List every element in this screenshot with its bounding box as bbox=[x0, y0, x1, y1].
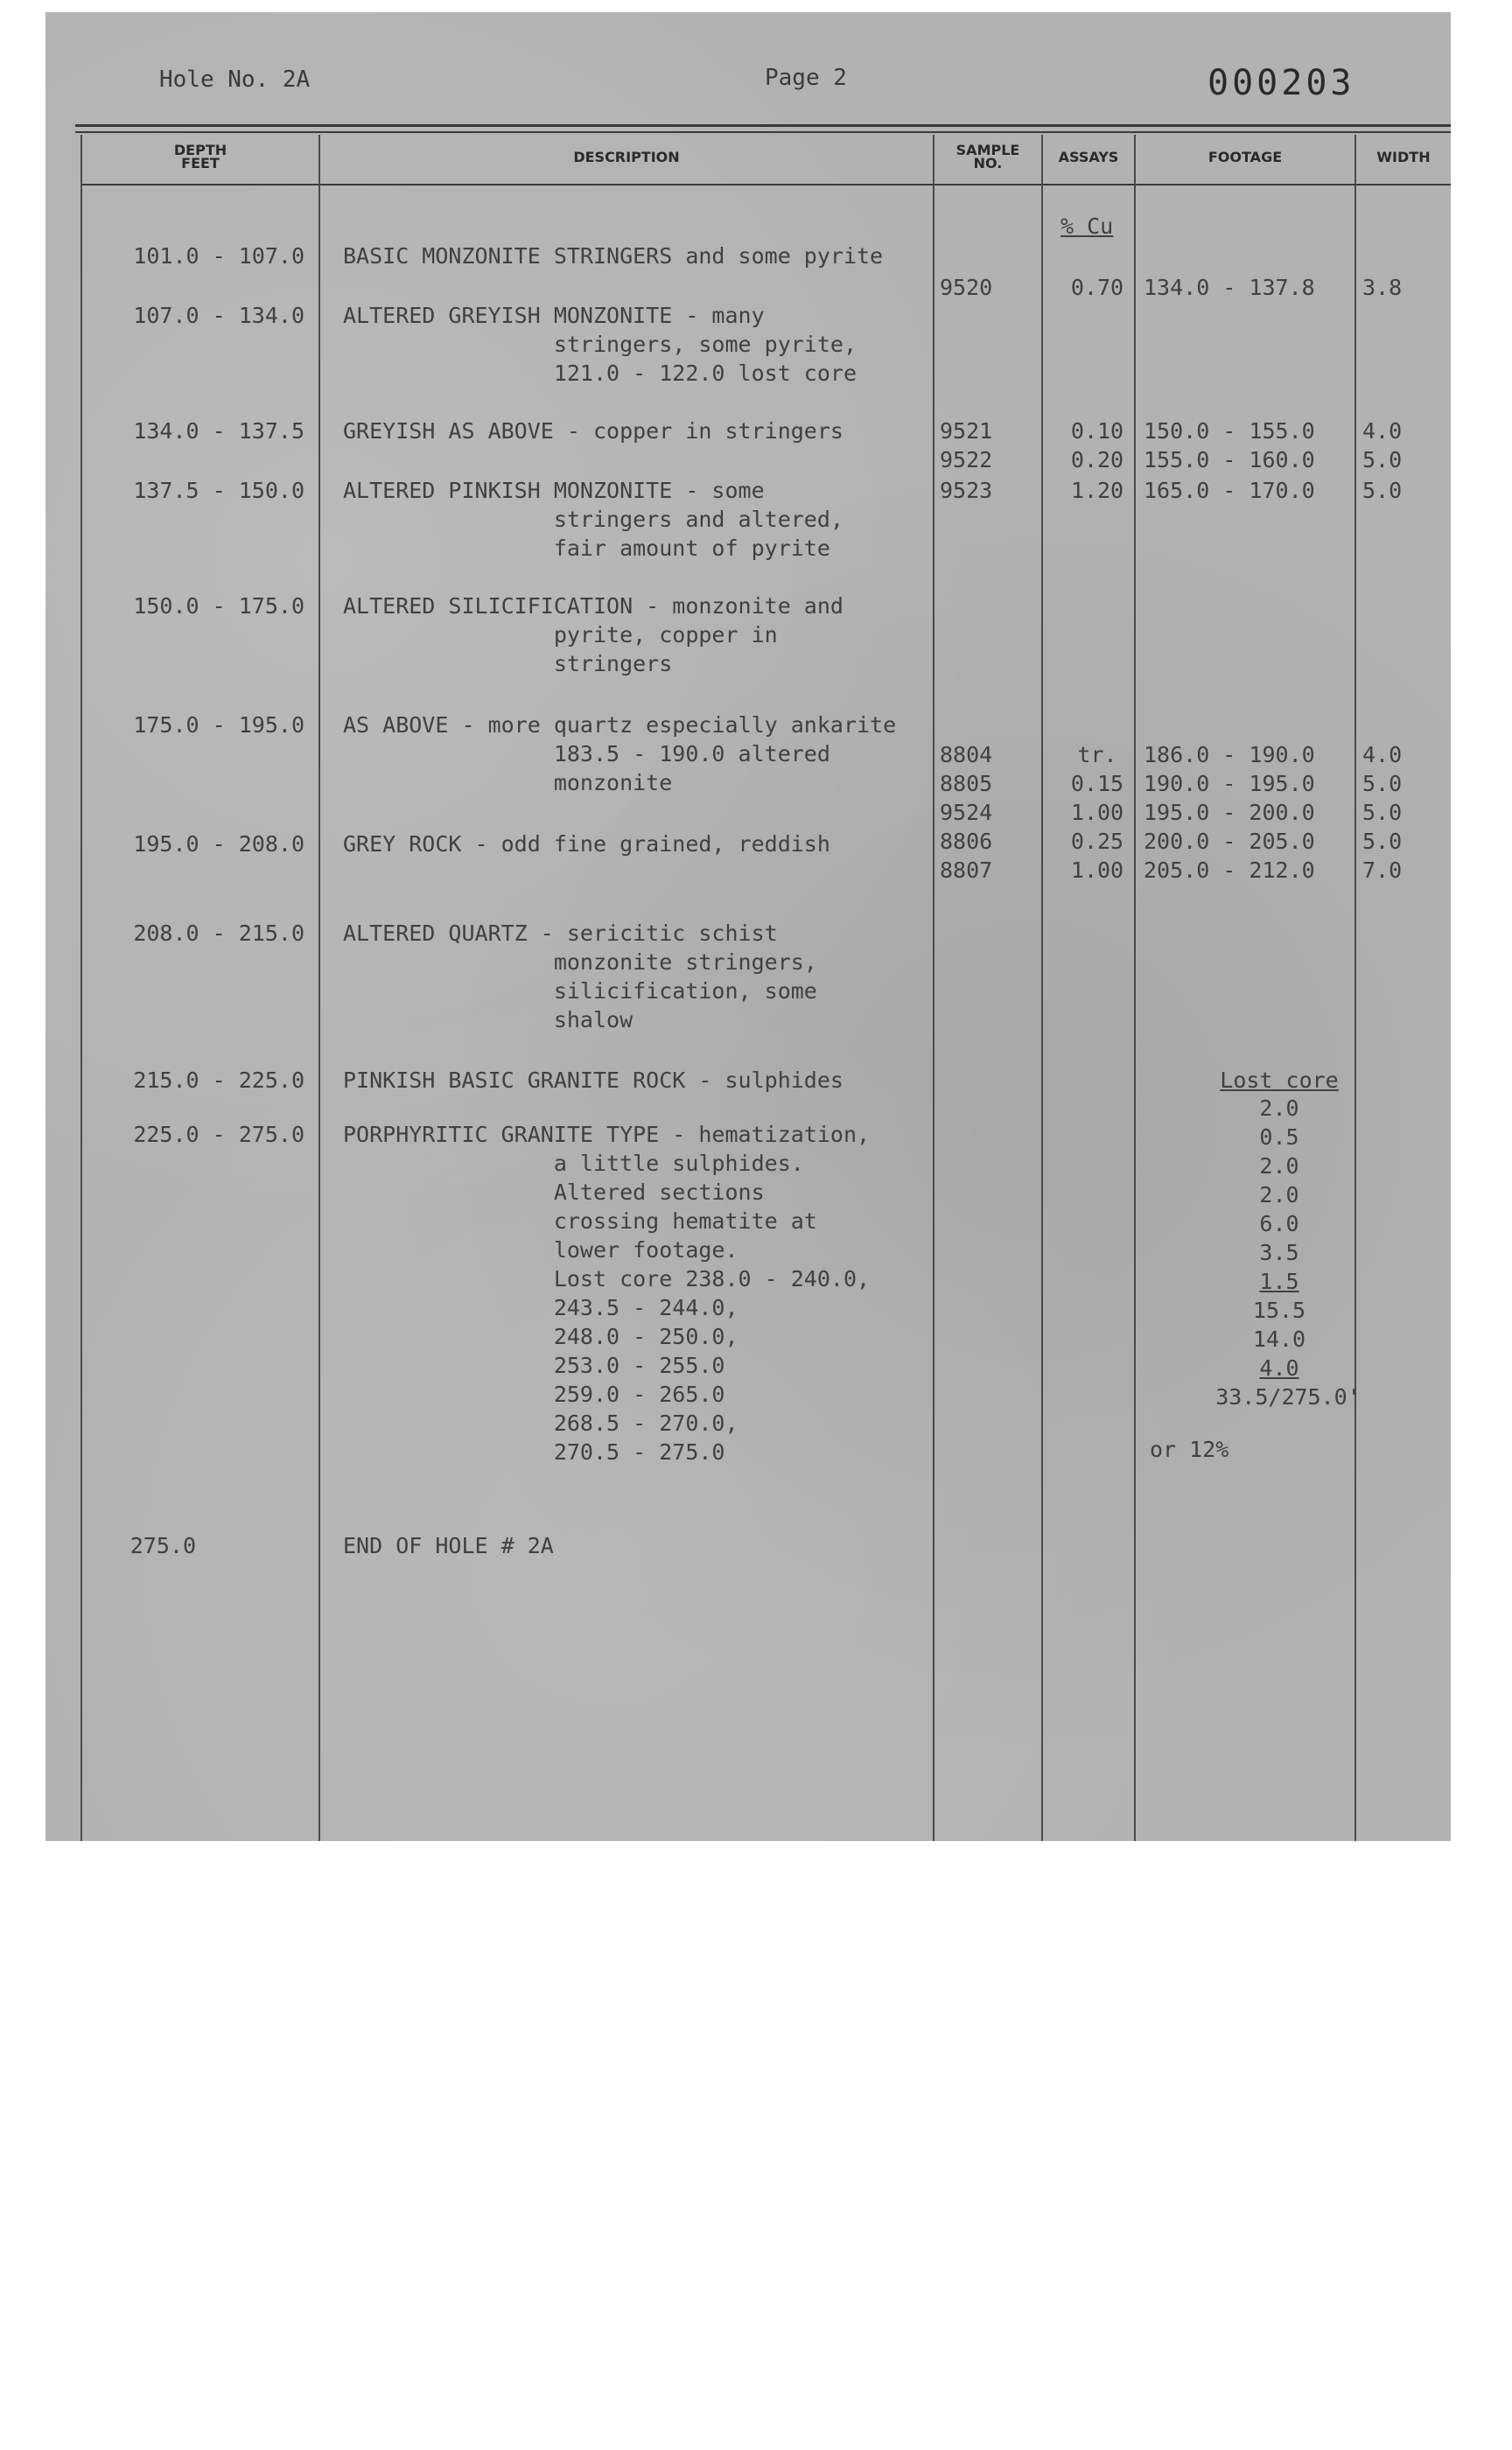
header-rule-top-2 bbox=[75, 131, 1451, 133]
lost-core-extra: 14.0 bbox=[1252, 1326, 1306, 1352]
column-rule-desc bbox=[933, 135, 934, 1841]
description-cell: ALTERED QUARTZ - sericitic schist monzonite stringers, silicification, some shalow bbox=[343, 920, 817, 1032]
footage-range: 190.0 - 195.0 bbox=[1144, 771, 1315, 796]
description-cell: AS ABOVE - more quartz especially ankarite 183.5 - 190.0 altered monzonite bbox=[343, 712, 897, 795]
width-value: 5.0 bbox=[1362, 829, 1403, 854]
document-number: 000203 bbox=[1208, 63, 1355, 103]
lost-core-total: 33.5/275.0' bbox=[1215, 1384, 1361, 1410]
column-header-width: WIDTH bbox=[1376, 149, 1431, 165]
depth-cell: 107.0 - 134.0 bbox=[133, 303, 304, 328]
lost-core-value: 6.0 bbox=[1259, 1211, 1299, 1236]
width-value: 5.0 bbox=[1362, 447, 1403, 472]
hole-number: Hole No. 2A bbox=[159, 66, 311, 93]
description-cell: ALTERED PINKISH MONZONITE - some stringers and altered, fair amount of pyrite bbox=[343, 478, 844, 561]
column-header-sample: SAMPLE NO. bbox=[956, 142, 1020, 172]
depth-cell: 275.0 bbox=[130, 1533, 196, 1558]
footage-range: 155.0 - 160.0 bbox=[1144, 447, 1315, 472]
lost-core-label: Lost core bbox=[1220, 1068, 1339, 1093]
depth-cell: 150.0 - 175.0 bbox=[133, 593, 304, 619]
assay-value: 0.70 bbox=[1070, 275, 1124, 300]
footage-range: 134.0 - 137.8 bbox=[1144, 275, 1315, 300]
column-rule-depth bbox=[318, 135, 320, 1841]
assay-value: 0.25 bbox=[1070, 829, 1124, 854]
sample-number: 9523 bbox=[940, 478, 993, 503]
sample-number: 8807 bbox=[940, 858, 993, 883]
assay-unit: % Cu bbox=[1060, 214, 1114, 239]
footage-range: 200.0 - 205.0 bbox=[1144, 829, 1315, 854]
assay-value: 0.20 bbox=[1070, 447, 1124, 472]
width-value: 4.0 bbox=[1362, 742, 1403, 767]
description-cell: GREYISH AS ABOVE - copper in stringers bbox=[343, 418, 844, 444]
column-header-depth: DEPTH FEET bbox=[173, 142, 228, 172]
width-value: 5.0 bbox=[1362, 771, 1403, 796]
footage-range: 150.0 - 155.0 bbox=[1144, 418, 1315, 444]
lost-core-value: 2.0 bbox=[1259, 1182, 1299, 1208]
column-rule-footage bbox=[1354, 135, 1356, 1841]
column-rule-sample bbox=[1041, 135, 1043, 1841]
width-value: 7.0 bbox=[1362, 858, 1403, 883]
sample-number: 8804 bbox=[940, 742, 993, 767]
page-number: Page 2 bbox=[765, 65, 847, 91]
description-cell: BASIC MONZONITE STRINGERS and some pyrite bbox=[343, 243, 884, 269]
footage-range: 195.0 - 200.0 bbox=[1144, 800, 1315, 825]
lost-core-value: 3.5 bbox=[1259, 1240, 1299, 1265]
width-value: 4.0 bbox=[1362, 418, 1403, 444]
column-rule-assay bbox=[1134, 135, 1136, 1841]
sample-number: 9520 bbox=[940, 275, 993, 300]
header-rule-bottom bbox=[80, 184, 1451, 186]
lost-core-value: 2.0 bbox=[1259, 1096, 1299, 1121]
description-cell: PINKISH BASIC GRANITE ROCK - sulphides bbox=[343, 1068, 844, 1093]
assay-value: tr. bbox=[1077, 742, 1117, 767]
lost-core-subtotal: 15.5 bbox=[1252, 1298, 1306, 1323]
column-header-assays: ASSAYS bbox=[1058, 149, 1119, 165]
depth-cell: 101.0 - 107.0 bbox=[133, 243, 304, 269]
description-cell: PORPHYRITIC GRANITE TYPE - hematization, a little sulphides. Altered sections crossing hematite at lower footage. Lost core 238.0 - 240.0, 243.5 - 244.0, 248.0 - 250.0, 253.0 - 255.0 259.0 - 265.0 268.5 - 270.0, 270.5 - 275.0 bbox=[343, 1122, 871, 1465]
assay-value: 1.00 bbox=[1070, 800, 1124, 825]
sample-number: 9521 bbox=[940, 418, 993, 444]
lost-core-value: 1.5 bbox=[1259, 1269, 1299, 1294]
footage-range: 205.0 - 212.0 bbox=[1144, 858, 1315, 883]
assay-value: 0.10 bbox=[1070, 418, 1124, 444]
lost-core-value: 0.5 bbox=[1259, 1124, 1299, 1150]
sample-number: 9522 bbox=[940, 447, 993, 472]
footage-range: 165.0 - 170.0 bbox=[1144, 478, 1315, 503]
description-cell: ALTERED GREYISH MONZONITE - many stringers, some pyrite, 121.0 - 122.0 lost core bbox=[343, 303, 857, 386]
lost-core-extra: 4.0 bbox=[1259, 1355, 1299, 1381]
assay-value: 1.20 bbox=[1070, 478, 1124, 503]
sample-number: 8806 bbox=[940, 829, 993, 854]
description-cell: END OF HOLE # 2A bbox=[343, 1533, 554, 1558]
lost-core-value: 2.0 bbox=[1259, 1153, 1299, 1179]
sample-number: 8805 bbox=[940, 771, 993, 796]
document-sheet bbox=[46, 12, 1451, 1841]
depth-cell: 137.5 - 150.0 bbox=[133, 478, 304, 503]
width-value: 5.0 bbox=[1362, 800, 1403, 825]
column-header-description: DESCRIPTION bbox=[573, 149, 680, 165]
width-value: 3.8 bbox=[1362, 275, 1403, 300]
assay-value: 0.15 bbox=[1070, 771, 1124, 796]
depth-cell: 195.0 - 208.0 bbox=[133, 831, 304, 857]
width-value: 5.0 bbox=[1362, 478, 1403, 503]
header-rule-top bbox=[75, 124, 1451, 127]
column-header-footage: FOOTAGE bbox=[1208, 149, 1283, 165]
depth-cell: 208.0 - 215.0 bbox=[133, 920, 304, 946]
description-cell: GREY ROCK - odd fine grained, reddish bbox=[343, 831, 830, 857]
column-rule-left bbox=[80, 135, 82, 1841]
assay-value: 1.00 bbox=[1070, 858, 1124, 883]
depth-cell: 215.0 - 225.0 bbox=[133, 1068, 304, 1093]
description-cell: ALTERED SILICIFICATION - monzonite and pyrite, copper in stringers bbox=[343, 593, 844, 676]
depth-cell: 134.0 - 137.5 bbox=[133, 418, 304, 444]
depth-cell: 225.0 - 275.0 bbox=[133, 1122, 304, 1147]
depth-cell: 175.0 - 195.0 bbox=[133, 712, 304, 738]
lost-core-percent: or 12% bbox=[1150, 1437, 1229, 1462]
sample-number: 9524 bbox=[940, 800, 993, 825]
footage-range: 186.0 - 190.0 bbox=[1144, 742, 1315, 767]
